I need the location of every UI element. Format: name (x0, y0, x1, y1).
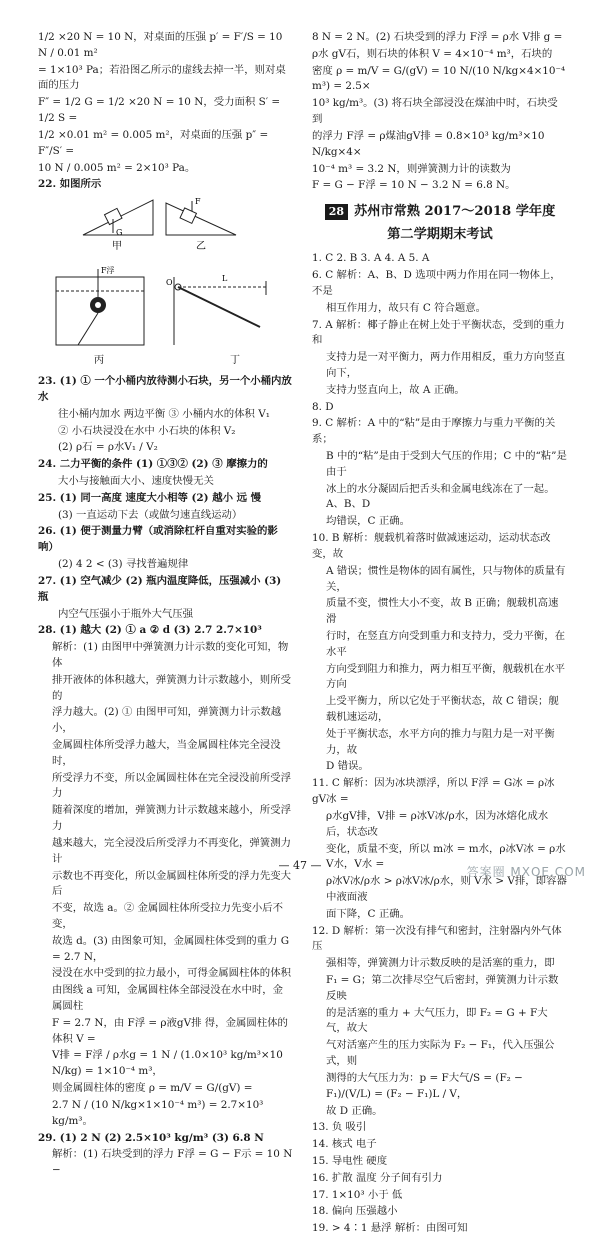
answer-line: 变化，质量不变，所以 m冰 = m水，ρ冰V冰 = ρ水V水，V水 = (326, 842, 566, 871)
answer-line: 8. D (312, 400, 334, 413)
answer-line: 11. C 解析：因为冰块漂浮，所以 F浮 = G冰 = ρ冰gV冰 = (312, 777, 555, 806)
text-line: 10⁻⁴ m³ = 3.2 N，则弹簧测力计的读数为 (312, 162, 511, 175)
text-line: F = 2.7 N，由 F浮 = ρ液gV排 得，金属圆柱体的体积 V = (52, 1016, 288, 1045)
label-jia: 甲 (112, 241, 122, 253)
answer-line: 冰上的水分凝固后把舌头和金属电线冻在了一起。A、B、D (326, 482, 555, 511)
question-26: 26. (1) 便于测量力臂（或消除杠杆自重对实验的影响） (38, 525, 278, 554)
answer-line: 质量不变，惯性大小不变，故 B 正确；舰载机高速滑 (326, 597, 559, 626)
text-line: 示数也不再变化，所以金属圆柱体所受的浮力先变大后 (52, 869, 291, 898)
answer-line: 14. 核式 电子 (312, 1138, 377, 1151)
label-ding: 丁 (230, 355, 240, 367)
text-line: 往小桶内加水 两边平衡 ③ 小桶内水的体积 V₁ (58, 407, 270, 420)
question-22: 22. 如图所示 (38, 178, 102, 191)
answer-line: 测得的大气压力为：p = F大气/S = (F₂ − F₁)/(V/L) = (F₂ − F₁)L / V， (326, 1071, 523, 1100)
watermark: 答案圈 MXQE.COM (466, 864, 586, 879)
text-line: 排开液体的体积越大，弹簧测力计示数越小，则所受的 (52, 673, 291, 702)
label-l: L (222, 274, 228, 284)
text-line: 2.7 N / (10 N/kg×1×10⁻⁴ m³) = 2.7×10³ kg/m³。 (52, 1098, 264, 1127)
answer-line: 上受平衡力，所以它处于平衡状态，故 C 错误；舰载机速运动， (326, 695, 559, 723)
text-line: ② 小石块浸没在水中 小石块的体积 V₂ (58, 424, 236, 437)
answer-line: 16. 扩散 温度 分子间有引力 (312, 1171, 443, 1184)
question-27: 27. (1) 空气减少 (2) 瓶内温度降低，压强减小 (3) 瓶 (38, 574, 282, 603)
text-line: 解析：(1) 由图甲中弹簧测力计示数的变化可知，物体 (52, 641, 289, 669)
question-25: 25. (1) 同一高度 速度大小相等 (2) 越小 远 慢 (38, 491, 261, 504)
question-28: 28. (1) 越大 (2) ① a ② d (3) 2.7 2.7×10³ (38, 624, 262, 637)
text-line: = 1×10³ Pa；若沿图乙所示的虚线去掉一半，则对桌面的压力 (38, 63, 286, 92)
text-line: 解析：(1) 石块受到的浮力 F浮 = G − F示 = 10 N − (52, 1148, 293, 1177)
answer-line: D 错误。 (326, 760, 369, 773)
figure-22 (38, 195, 293, 370)
text-line: 10³ kg/m³。(3) 将石块全部浸没在煤油中时，石块受到 (312, 97, 558, 126)
text-line: 故选 d。(3) 由图象可知，金属圆柱体受到的重力 G = 2.7 N， (52, 934, 289, 963)
section-header (312, 202, 568, 245)
section-number-badge: 28 (325, 204, 348, 220)
answer-line: 的是活塞的重力 + 大气压力，即 F₂ = G + F大气，故大 (326, 1006, 548, 1035)
ball-center (95, 302, 101, 308)
answer-line: 支持力竖直向上，故 A 正确。 (326, 383, 465, 396)
text-line: F = G − F浮 = 10 N − 3.2 N = 6.8 N。 (312, 179, 516, 192)
answer-line: A 错误；惯性是物体的固有属性，只与物体的质量有关， (326, 564, 566, 593)
lever-arm (178, 287, 260, 327)
text-line: 越来越大，完全浸没后所受浮力不再变化，弹簧测力计 (52, 836, 291, 865)
answer-line: 15. 导电性 硬度 (312, 1154, 388, 1167)
question-29: 29. (1) 2 N (2) 2.5×10³ kg/m³ (3) 6.8 N (38, 1131, 264, 1144)
text-line: 1/2 ×0.01 m² = 0.005 m²，对桌面的压强 p″ = F″/S′ = (38, 128, 269, 157)
label-g: G (116, 228, 123, 238)
answer-line: 故 D 正确。 (326, 1104, 383, 1117)
text-line: 的浮力 F浮 = ρ煤油gV排 = 0.8×10³ kg/m³×10 N/kg×4× (312, 129, 545, 158)
answer-line: 强相等，弹簧测力计示数反映的是活塞的重力，即 (326, 957, 555, 970)
answer-line: 行时，在竖直方向受到重力和支持力，受力平衡，在水平 (326, 629, 565, 658)
text-line: F″ = 1/2 G = 1/2 ×20 N = 10 N，受力面积 S′ = 1/2 S = (38, 96, 281, 125)
answer-line: 10. B 解析：舰载机着落时做减速运动，运动状态改变，故 (312, 532, 551, 560)
label-ffu: F浮 (101, 266, 115, 276)
left-column (38, 30, 293, 1180)
answer-line: ρ冰V冰/ρ水 > ρ冰V冰/ρ水，则 V水 > V排，即容器中液面液 (326, 875, 567, 903)
incline-yi (166, 203, 236, 235)
label-o: O (166, 278, 173, 288)
question-24: 24. 二力平衡的条件 (1) ①③② (2) ③ 摩擦力的 (38, 458, 268, 471)
label-f: F (195, 197, 201, 207)
text-line: 由图线 a 可知，金属圆柱体全部浸没在水中时，金属圆柱 (52, 984, 284, 1012)
text-line: 10 N / 0.005 m² = 2×10³ Pa。 (38, 161, 196, 174)
figure-22-svg (38, 195, 293, 370)
page-number: — 47 — (278, 859, 322, 872)
text-line: 金属圆柱体所受浮力越大，当金属圆柱体完全浸没时， (52, 739, 281, 767)
answer-line: 6. C 解析：A、B、D 选项中两力作用在同一物体上，不是 (312, 269, 561, 297)
answer-line: 处于平衡状态，水平方向的推力与阻力是一对平衡力，故 (326, 727, 555, 756)
text-line: 8 N = 2 N。(2) 石块受到的浮力 F浮 = ρ水 V排 g = (312, 31, 563, 43)
answer-line: 13. 负 吸引 (312, 1121, 367, 1134)
answer-line: 相互作用力，故只有 C 符合题意。 (326, 301, 487, 314)
text-line: 浸没在水中受到的拉力最小，可得金属圆柱体的体积 (52, 967, 291, 980)
text-line: 浮力越大。(2) ① 由图甲可知，弹簧测力计示数越小， (52, 706, 282, 735)
text-line: 则金属圆柱体的密度 ρ = m/V = G/(gV) = (52, 1082, 253, 1095)
text-line: 内空气压强小于瓶外大气压强 (58, 607, 194, 620)
answer-line: 气对活塞产生的压力实际为 F₂ − F₁，代入压强公式，则 (326, 1039, 555, 1068)
text-line: 大小与接触面大小、速度快慢无关 (58, 475, 214, 487)
text-line: 所受浮力不变，所以金属圆柱体在完全浸没前所受浮力 (52, 771, 291, 800)
answer-line: F₁ = G；第二次排尽空气后密封，弹簧测力计示数反映 (326, 974, 559, 1002)
section-title-row (312, 202, 568, 222)
answer-line: 均错误，C 正确。 (326, 515, 410, 528)
label-bing: 丙 (94, 355, 104, 367)
answer-line: 7. A 解析：椰子静止在树上处于平衡状态，受到的重力和 (312, 318, 565, 347)
question-23: 23. (1) ① 一个小桶内放待测小石块，另一个小桶内放水 (38, 375, 292, 403)
text-line: 随着深度的增加，弹簧测力计示数越来越小，所受浮力 (52, 804, 291, 833)
label-yi: 乙 (196, 241, 206, 253)
answer-line: 12. D 解析：第一次没有排气和密封，注射器内外气体压 (312, 924, 562, 953)
answer-line: B 中的“粘”是由于受到大气压的作用；C 中的“粘”是由于 (326, 450, 567, 478)
text-line: (2) 4 2 < (3) 寻找普遍规律 (58, 558, 189, 571)
answer-line: 支持力是一对平衡力，两力作用相反，重力方向竖直向下， (326, 351, 565, 379)
answer-line: 面下降，C 正确。 (326, 907, 410, 920)
answer-line: ρ水gV排，V排 = ρ冰V冰/ρ水，因为冰熔化成水后，状态改 (326, 809, 549, 838)
text-line: V排 = F浮 / ρ水g = 1 N / (1.0×10³ kg/m³×10 N/kg) = 1×10⁻⁴ m³， (52, 1049, 283, 1078)
answer-line: 1. C 2. B 3. A 4. A 5. A (312, 252, 430, 265)
string (78, 313, 98, 345)
text-line: (2) ρ石 = ρ水V₁ / V₂ (58, 441, 158, 454)
answer-line: 18. 偏向 压强越小 (312, 1205, 398, 1218)
answer-line: 方向受到阻力和推力，两力相互平衡，舰载机在水平方向 (326, 662, 565, 691)
right-column (312, 30, 568, 1238)
text-line: (3) 一直运动下去（或做匀速直线运动） (58, 508, 243, 521)
answer-line: 9. C 解析：A 中的“粘”是由于摩擦力与重力平衡的关系； (312, 417, 556, 446)
text-line: 1/2 ×20 N = 10 N，对桌面的压强 p′ = F′/S = 10 N / 0.01 m² (38, 31, 283, 59)
section-subtitle: 第二学期期末考试 (387, 227, 493, 243)
answer-line: 19. > 4∶1 悬浮 解析：由图可知 (312, 1222, 468, 1235)
text-line: 不变，故选 a。② 金属圆柱体所受拉力先变小后不变， (52, 902, 284, 930)
text-line: ρ水 gV石，则石块的体积 V = 4×10⁻⁴ m³，石块的 (312, 47, 553, 60)
section-title: 苏州市常熟 2017～2018 学年度 (354, 204, 556, 220)
text-line: 密度 ρ = m/V = G/(gV) = 10 N/(10 N/kg×4×10⁻⁴ m³) = 2.5× (312, 64, 566, 93)
answer-line: 17. 1×10³ 小于 低 (312, 1188, 403, 1201)
